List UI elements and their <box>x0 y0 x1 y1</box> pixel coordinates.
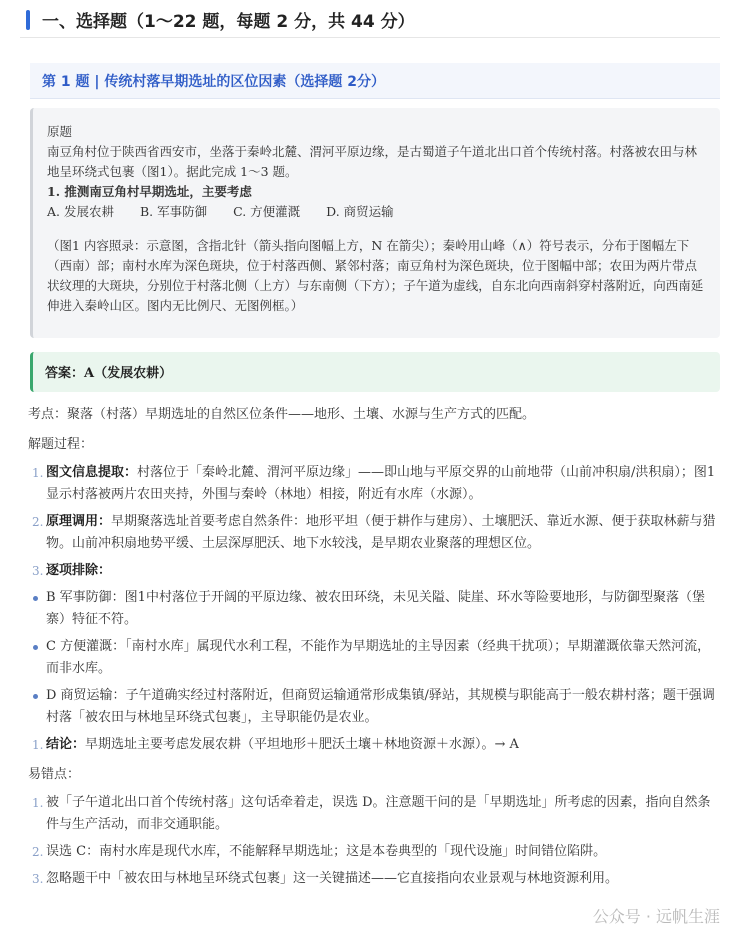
question-title-box <box>30 63 720 99</box>
option-c: C. 方便灌溉 <box>233 204 301 219</box>
mistake-number: 2. <box>32 845 44 859</box>
option-d: D. 商贸运输 <box>326 204 394 219</box>
bullet-dot-icon <box>33 645 38 650</box>
option-b: B. 军事防御 <box>139 204 208 219</box>
explanation <box>28 404 718 895</box>
stem-question: 1. 推测南豆角村早期选址，主要考虑 <box>47 184 252 199</box>
elimination-text: C 方便灌溉：「南村水库」属现代水利工程，不能作为早期选址的主导因素（经典干扰项）；早期灌溉依靠天然河流，而非水库。 <box>46 639 711 676</box>
elimination-item <box>28 685 718 729</box>
elimination-text: D 商贸运输：子午道确实经过村落附近，但商贸运输通常形成集镇/驿站，其规模与职能高于一般农耕村落；题干强调村落「被农田与林地呈环绕式包裹」，主导职能仍是农业。 <box>46 688 715 725</box>
option-a: A. 发展农耕 <box>47 204 114 219</box>
bullet-dot-icon <box>33 694 38 699</box>
step-item <box>28 560 718 582</box>
step-number: 1. <box>32 466 44 480</box>
conclusion-number: 1. <box>32 738 44 752</box>
stem-label: 原题 <box>47 124 73 139</box>
question-title: 第 1 题 | 传统村落早期选址的区位因素（选择题 2分） <box>42 74 385 90</box>
section-title: 一、选择题（1～22 题，每题 2 分，共 44 分） <box>42 12 415 32</box>
step-label: 逐项排除： <box>46 563 112 578</box>
mistakes-label: 易错点： <box>28 767 81 782</box>
conclusion-item <box>28 734 718 756</box>
elimination-item <box>28 636 718 680</box>
step-number: 2. <box>32 515 44 529</box>
section-header <box>20 4 720 38</box>
elimination-text: B 军事防御：图1中村落位于开阔的平原边缘、被农田环绕，未见关隘、陡崖、环水等险要地形，与防御型聚落（堡寨）特征不符。 <box>46 590 705 627</box>
step-item <box>28 511 718 555</box>
mistake-item <box>28 792 718 836</box>
mistake-text: 被「子午道北出口首个传统村落」这句话牵着走，误选 D。注意题干问的是「早期选址」所考虑的因素，指向自然条件与生产活动，而非交通职能。 <box>46 795 711 832</box>
mistake-item <box>28 868 718 890</box>
step-number: 3. <box>32 564 44 578</box>
watermark: 公众号 · 远帆生涯 <box>592 907 720 926</box>
mistake-item <box>28 841 718 863</box>
mistake-number: 1. <box>32 796 44 810</box>
answer-box: 答案：A（发展农耕） <box>30 352 720 392</box>
bullet-dot-icon <box>33 596 38 601</box>
step-label: 原理调用： <box>46 514 112 529</box>
kaodian: 考点：聚落（村落）早期选址的自然区位条件——地形、土壤、水源与生产方式的匹配。 <box>28 407 536 422</box>
step-text: 村落位于「秦岭北麓、渭河平原边缘」——即山地与平原交界的山前地带（山前冲积扇/洪积扇）；图1显示村落被两片农田夹持，外围与秦岭（林地）相接，附近有水库（水源）。 <box>46 465 716 502</box>
step-item <box>28 462 718 506</box>
figure-note: （图1 内容照录：示意图，含指北针（箭头指向图幅上方，N 在箭尖）；秦岭用山峰（∧）符号表示，分布于图幅左下（西南）部；南村水库为深色斑块，位于村落西侧、紧邻村落；南豆角村为深色斑块，位于图幅中部；农田为两片带点状纹理的大斑块，分别位于村落北侧（上方）与东南侧（下方）；子午道为虚线，自东北向西南斜穿村落附近，向西南延伸进入秦岭山区。图内无比例尺、无图例框。） <box>47 238 704 313</box>
options <box>47 202 708 222</box>
question-stem <box>30 108 720 338</box>
step-label: 图文信息提取： <box>46 465 138 480</box>
step-text: 早期聚落选址首要考虑自然条件：地形平坦（便于耕作与建房）、土壤肥沃、靠近水源、便于获取林薪与猎物。山前冲积扇地势平缓、土层深厚肥沃、地下水较浅，是早期农业聚落的理想区位。 <box>46 514 716 551</box>
conclusion-text: 早期选址主要考虑发展农耕（平坦地形＋肥沃土壤＋林地资源＋水源）。→ A <box>85 737 519 752</box>
elimination-item <box>28 587 718 631</box>
mistake-number: 3. <box>32 872 44 886</box>
section-accent-bar <box>26 10 30 30</box>
process-label: 解题过程： <box>28 437 94 452</box>
mistake-text: 忽略题干中「被农田与林地呈环绕式包裹」这一关键描述——它直接指向农业景观与林地资源利用。 <box>46 871 619 886</box>
conclusion-label: 结论： <box>46 737 86 752</box>
mistake-text: 误选 C：南村水库是现代水库，不能解释早期选址；这是本卷典型的「现代设施」时间错位陷阱。 <box>46 844 607 859</box>
stem-text: 南豆角村位于陕西省西安市，坐落于秦岭北麓、渭河平原边缘，是古蜀道子午道北出口首个传统村落。村落被农田与林地呈环绕式包裹（图1）。据此完成 1～3 题。 <box>47 144 698 179</box>
